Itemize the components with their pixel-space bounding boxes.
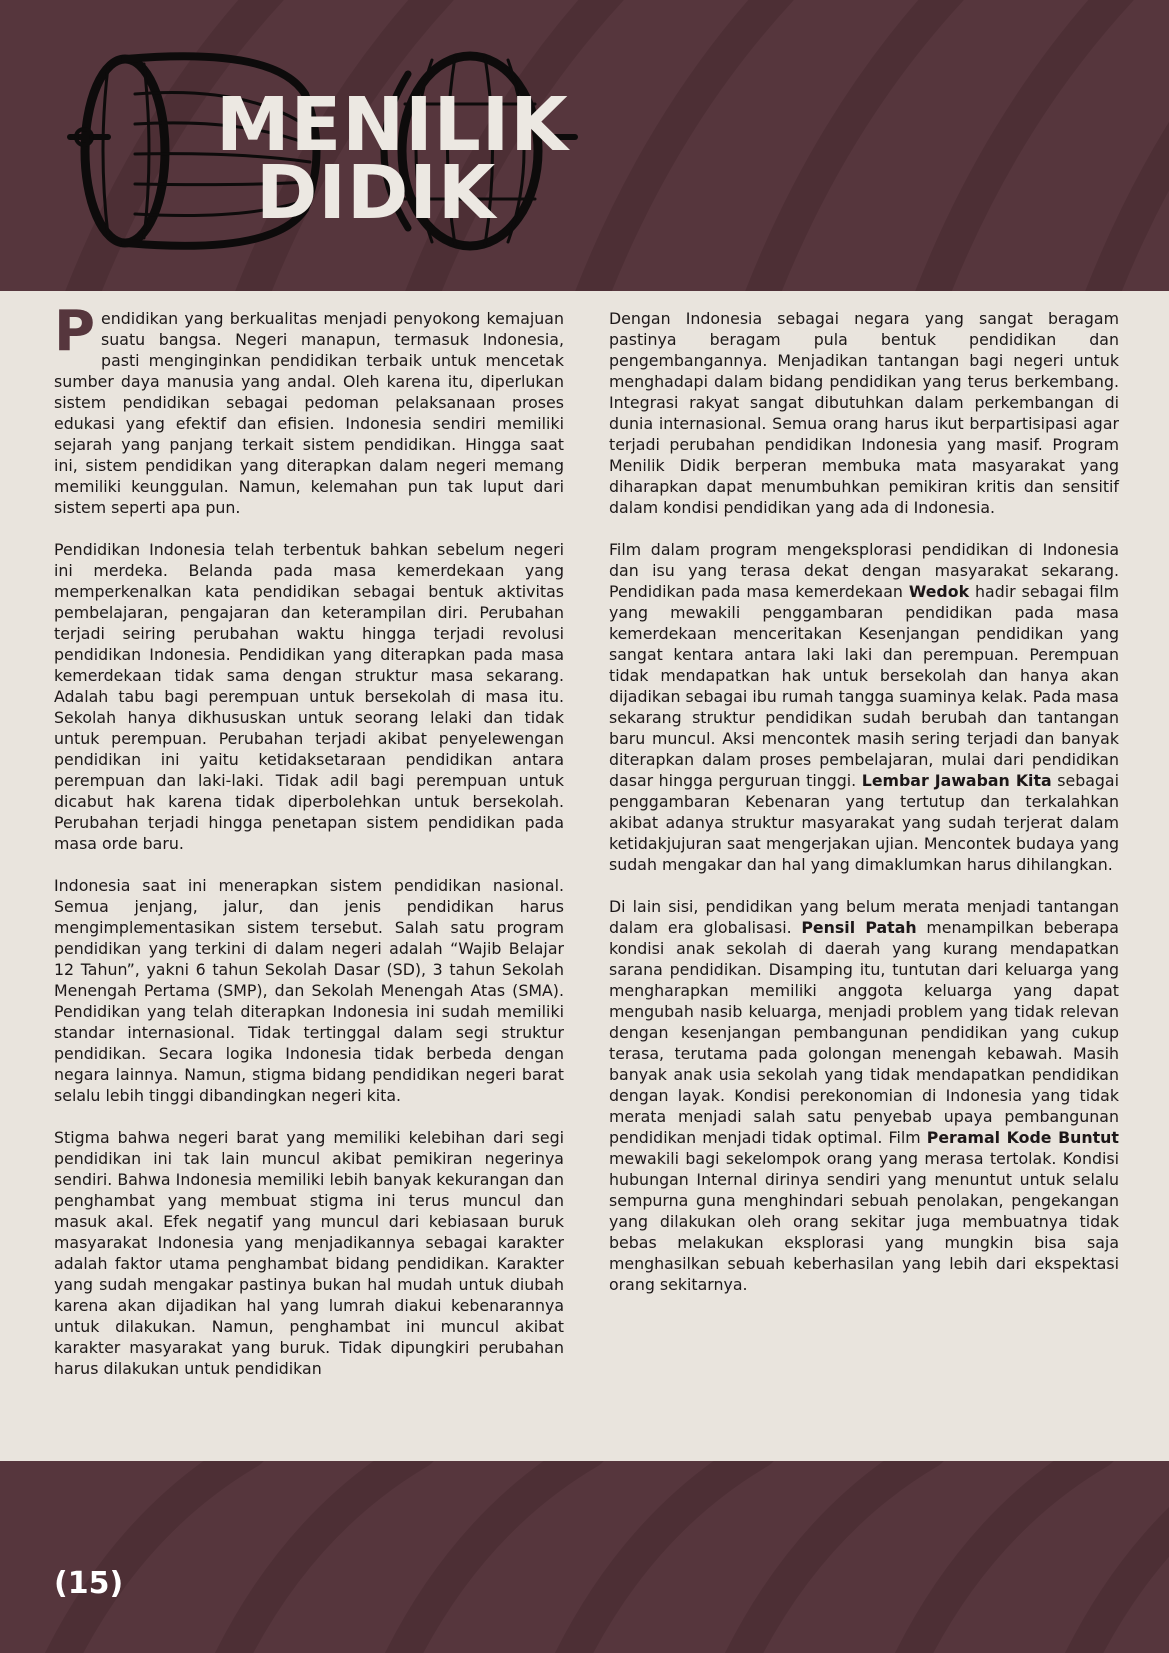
header-band (0, 0, 1169, 291)
paragraph (609, 896, 1119, 1295)
article-column-right (609, 308, 1119, 1316)
paragraph: Pendidikan Indonesia telah terbentuk bahkan sebelum negeri ini merdeka. Belanda pada masa kemerdekaan yang memperkenalkan kata pendidikan sebagai bentuk aktivitas pembelajaran, pengajaran dan keterampilan diri. Perubahan terjadi seiring perubahan waktu hingga terjadi revolusi pendidikan Indonesia. Pendidikan yang diterapkan pada masa kemerdekaan tidak sama dengan struktur masa sekarang. Adalah tabu bagi perempuan untuk bersekolah di masa itu. Sekolah hanya dikhususkan untuk seorang lelaki dan tidak untuk perempuan. Perubahan terjadi akibat penyelewengan pendidikan ini yaitu ketidaksetaraan pendidikan antara perempuan dan laki-laki. Tidak adil bagi perempuan untuk dicabut hak karena tidak diperbolehkan untuk bersekolah. Perubahan terjadi hingga penetapan sistem pendidikan pada masa orde baru. (54, 540, 564, 853)
paragraph-text: endidikan yang berkualitas menjadi penyokong kemajuan suatu bangsa. Negeri manapun, termasuk Indonesia, pasti menginginkan pendidikan terbaik untuk mencetak sumber daya manusia yang andal. Oleh karena itu, diperlukan sistem pendidikan sebagai pedoman pelaksanaan proses edukasi yang efektif dan efisien. Indonesia sendiri memiliki sejarah yang panjang terkait sistem pendidikan. Hingga saat ini, sistem pendidikan yang diterapkan dalam negeri memang memiliki keunggulan. Namun, kelemahan pun tak luput dari sistem seperti apa pun. (54, 309, 564, 517)
page-number: (15) (54, 1566, 124, 1601)
paragraph (54, 299, 564, 518)
paragraph: Dengan Indonesia sebagai negara yang sangat beragam pastinya beragam pula bentuk pendidikan dan pengembangannya. Menjadikan tantangan bagi negeri untuk menghadapi dalam bidang pendidikan yang terus berkembang. Integrasi rakyat sangat dibutuhkan dalam perkembangan di dunia internasional. Semua orang harus ikut berpartisipasi agar terjadi perubahan pendidikan Indonesia yang masif. Program Menilik Didik berperan membuka mata masyarakat yang diharapkan dapat menumbuhkan pemikiran kritis dan sensitif dalam kondisi pendidikan yang ada di Indonesia. (609, 309, 1119, 517)
film-title: Peramal Kode Buntut (926, 1128, 1119, 1147)
paragraph: Indonesia saat ini menerapkan sistem pendidikan nasional. Semua jenjang, jalur, dan jenis pendidikan harus mengimplementasikan sistem tersebut. Salah satu program pendidikan yang terkini di dalam negeri adalah “Wajib Belajar 12 Tahun”, yakni 6 tahun Sekolah Dasar (SD), 3 tahun Sekolah Menengah Pertama (SMP), dan Sekolah Menengah Atas (SMA). Pendidikan yang telah diterapkan Indonesia ini sudah memiliki standar internasional. Tidak tertinggal dalam segi struktur pendidikan. Secara logika Indonesia tidak berbeda dengan negara lainnya. Namun, stigma bidang pendidikan negeri barat selalu lebih tinggi dibandingkan negeri kita. (54, 876, 564, 1105)
paragraph-text: Film dalam program mengeksplorasi pendidikan di Indonesia dan isu yang terasa dekat dengan masyarakat sekarang. Pendidikan pada masa kemerdekaan (609, 540, 1119, 601)
film-title: Wedok (908, 582, 970, 601)
paragraph-text: menampilkan beberapa kondisi anak sekolah di daerah yang kurang mendapatkan sarana pendidikan. Disamping itu, tuntutan dari keluarga yang mengharapkan memiliki anggota keluarga yang dapat mengubah nasib keluarga, menjadi problem yang tidak relevan dengan kesenjangan pembangunan pendidikan yang cukup terasa, terutama pada golongan menengah kebawah. Masih banyak anak usia sekolah yang tidak mendapatkan pendidikan dengan layak. Kondisi perekonomian di Indonesia yang tidak merata menjadi salah satu penyebab upaya pembangunan pendidikan menjadi tidak optimal. Film (609, 918, 1119, 1147)
masthead (60, 44, 580, 259)
footer-band (0, 1461, 1169, 1653)
article-column-left (54, 299, 564, 1400)
film-title: Lembar Jawaban Kita (861, 771, 1052, 790)
paragraph (609, 539, 1119, 875)
film-title: Pensil Patah (801, 918, 917, 937)
paragraph-text: sebagai penggambaran Kebenaran yang tertutup dan terkalahkan akibat adanya struktur masyarakat yang sudah terjerat dalam ketidakjujuran saat mengerjakan ujian. Mencontek budaya yang sudah mengakar dan hal yang dimaklumkan harus dihilangkan. (609, 771, 1119, 874)
paragraph-text: mewakili bagi sekelompok orang yang merasa tertolak. Kondisi hubungan Internal dirinya sendiri yang menuntut untuk selalu sempurna guna menghindari sebuah penolakan, pengekangan yang dilakukan oleh orang sekitar juga membuatnya tidak bebas melakukan eksplorasi yang mungkin bisa saja menghasilkan sebuah keberhasilan yang lebih dari ekspektasi orang sekitarnya. (609, 1149, 1119, 1294)
arc-pattern-decoration (0, 1461, 1169, 1653)
title-line-1: MENILIK (216, 82, 569, 168)
title-line-2: DIDIK (256, 150, 497, 236)
paragraph: Stigma bahwa negeri barat yang memiliki kelebihan dari segi pendidikan ini tak lain muncul akibat pemikiran negerinya sendiri. Bahwa Indonesia memiliki lebih banyak kekurangan dan penghambat yang membuat stigma ini terus muncul dan masuk akal. Efek negatif yang muncul dari kebiasaan buruk masyarakat Indonesia yang menjadikannya sebagai karakter adalah faktor utama penghambat bidang pendidikan. Karakter yang sudah mengakar pastinya bukan hal mudah untuk diubah karena akan dijadikan hal yang lumrah diakui kebenarannya untuk dilakukan. Namun, penghambat ini muncul akibat karakter masyarakat yang buruk. Tidak dipungkiri perubahan harus dilakukan untuk pendidikan (54, 1128, 564, 1378)
paragraph-text: hadir sebagai film yang mewakili penggambaran pendidikan pada masa kemerdekaan menceritakan Kesenjangan pendidikan yang sangat kentara antara laki laki dan perempuan. Perempuan tidak mendapatkan hak untuk bersekolah dan hanya akan dijadikan sebagai ibu rumah tangga suaminya kelak. Pada masa sekarang struktur pendidikan sudah berubah dan tantangan baru muncul. Aksi mencontek masih sering terjadi dan banyak diterapkan dalam proses pembelajaran, mulai dari pendidikan dasar hingga perguruan tinggi. (609, 582, 1120, 790)
drop-cap: P (54, 299, 96, 364)
paragraph-text: Di lain sisi, pendidikan yang belum merata menjadi tantangan dalam era globalisasi. (609, 897, 1119, 937)
